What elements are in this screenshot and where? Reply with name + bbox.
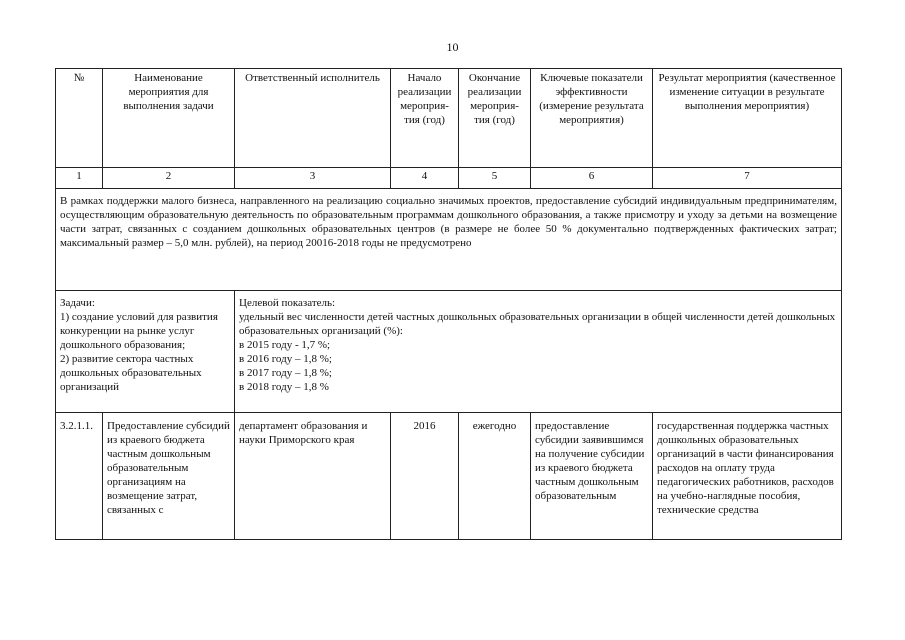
column-number-row	[56, 168, 842, 189]
page-number: 10	[446, 40, 459, 54]
item-number: 3.2.1.1.	[56, 413, 103, 540]
tasks-title: Задачи:	[60, 297, 95, 309]
column-number: 6	[531, 168, 653, 189]
task-item: 1) создание условий для развития конкуренции на рынке услуг дошкольного образования;	[60, 311, 218, 351]
intro-text: В рамках поддержки малого бизнеса, направленного на реализацию социально значимых проектов, предоставление субсидий индивидуальным предпринимателям, осуществляющим образовательную деятельность по образовательным программам дошкольного образования, а также присмотру и уходу за детьми на возмещение части затрат, связанных с созданием дошкольных образовательных центров (в размере не более 50 % документально подтвержденных фактических затрат; максимальный размер – 5,0 млн. рублей), на период 20016-2018 годы не предусмотрено	[56, 189, 842, 291]
header-cell-number: №	[56, 69, 103, 168]
tasks-cell	[56, 291, 235, 413]
item-executor: департамент образования и науки Приморского края	[235, 413, 391, 540]
header-cell-kpi: Ключевые показатели эффективности (измерение результата мероприятия)	[531, 69, 653, 168]
target-description: удельный вес численности детей частных дошкольных образовательных организации в общей численности детей дошкольных образовательных организаций (%):	[239, 311, 836, 337]
column-number: 2	[103, 168, 235, 189]
tasks-row	[56, 291, 842, 413]
item-name: Предоставление субсидий из краевого бюджета частным дошкольным образовательным организациям на возмещение затрат, связанных с	[103, 413, 235, 540]
table-header-row	[56, 69, 842, 168]
column-number: 7	[653, 168, 842, 189]
task-item: 2) развитие сектора частных дошкольных образовательных организаций	[60, 353, 202, 393]
target-indicator-cell	[235, 291, 842, 413]
item-kpi: предоставление субсидии заявившимся на получение субсидии из краевого бюджета частным дошкольным образовательным	[531, 413, 653, 540]
target-value: в 2016 году – 1,8 %;	[239, 353, 332, 365]
item-start-year: 2016	[391, 413, 459, 540]
item-result: государственная поддержка частных дошкольных образовательных организаций в части финансирования расходов на оплату труда педагогических работников, расходов на учебно-наглядные пособия, технические средства	[653, 413, 842, 540]
item-end-year: ежегодно	[459, 413, 531, 540]
target-value: в 2017 году – 1,8 %;	[239, 367, 332, 379]
column-number: 4	[391, 168, 459, 189]
header-cell-name: Наименование мероприятия для выполнения задачи	[103, 69, 235, 168]
target-value: в 2018 году – 1,8 %	[239, 381, 329, 393]
column-number: 3	[235, 168, 391, 189]
header-cell-start: Начало реализации мероприя-тия (год)	[391, 69, 459, 168]
measures-table	[55, 68, 842, 540]
intro-row	[56, 189, 842, 291]
header-cell-end: Окончание реализации мероприя-тия (год)	[459, 69, 531, 168]
header-cell-executor: Ответственный исполнитель	[235, 69, 391, 168]
column-number: 5	[459, 168, 531, 189]
table-row	[56, 413, 842, 540]
header-cell-result: Результат мероприятия (качественное изменение ситуации в результате выполнения мероприятия)	[653, 69, 842, 168]
target-title: Целевой показатель:	[239, 297, 336, 309]
column-number: 1	[56, 168, 103, 189]
target-value: в 2015 году - 1,7 %;	[239, 339, 331, 351]
